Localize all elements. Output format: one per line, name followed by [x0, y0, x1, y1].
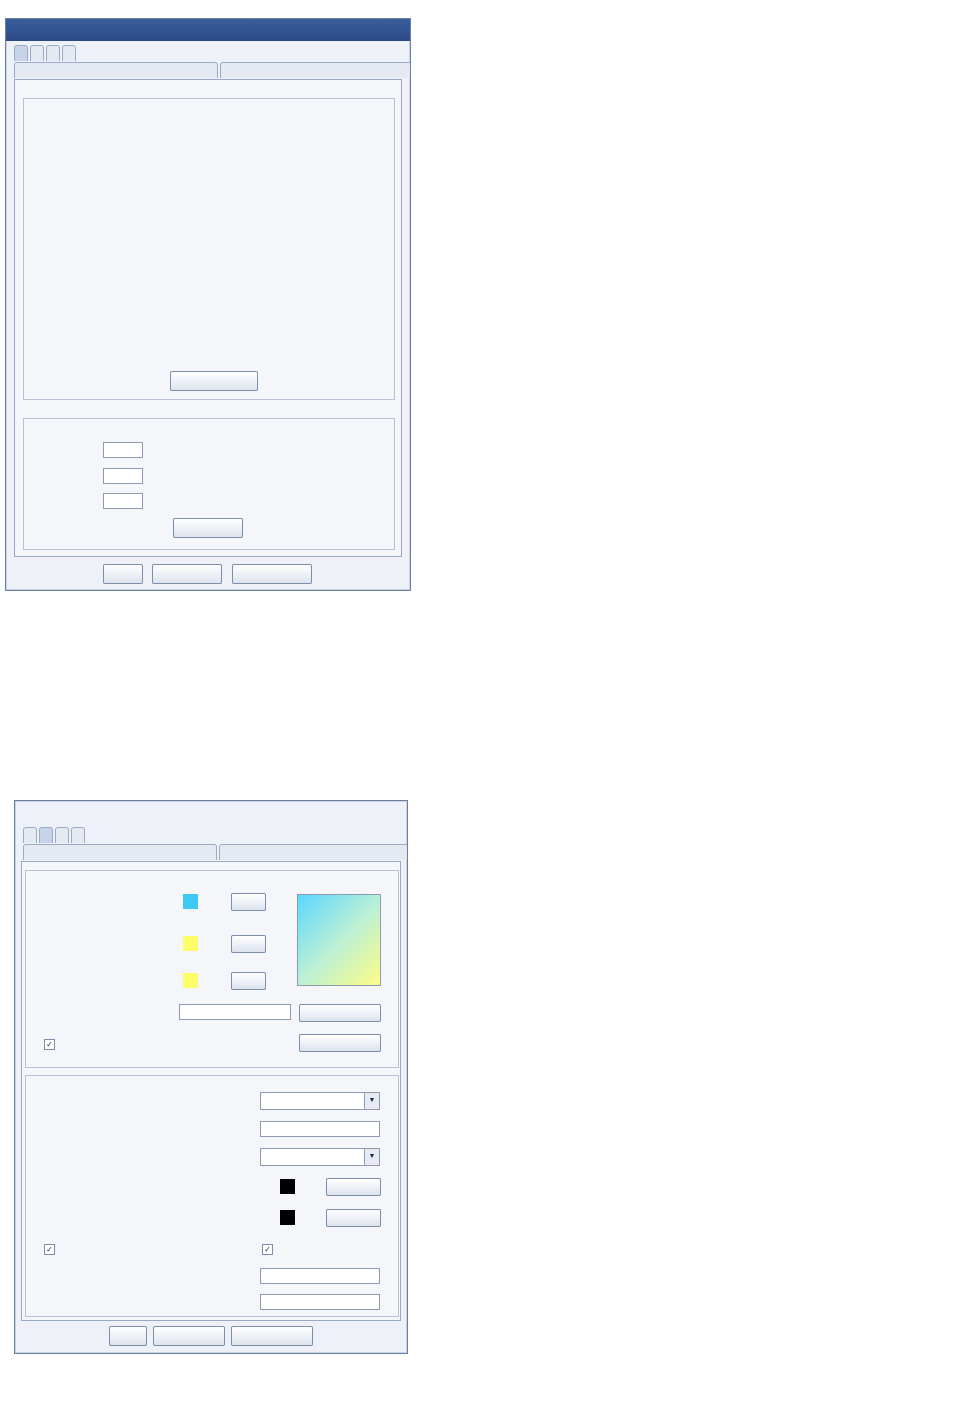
cancel-button[interactable] — [153, 1326, 225, 1346]
transfer-button[interactable] — [173, 518, 243, 538]
ok-button[interactable] — [103, 564, 143, 584]
tab-wetterhistorie[interactable] — [30, 45, 44, 61]
status-group — [23, 98, 395, 400]
interface-status-window — [5, 18, 411, 591]
tab-interfacestatus[interactable] — [14, 45, 28, 61]
tab-row-2 — [23, 844, 408, 860]
tab-content-panel — [21, 861, 401, 1321]
bg1-more-button[interactable] — [231, 893, 266, 911]
cancel-button[interactable] — [152, 564, 222, 584]
bgchart-more-button[interactable] — [231, 972, 266, 990]
interval-field[interactable] — [103, 442, 143, 458]
unit-combo[interactable] — [260, 1148, 380, 1166]
tab-row-1 — [23, 827, 85, 843]
delete-image-button[interactable] — [299, 1034, 381, 1052]
tab-allgemein[interactable] — [71, 827, 85, 843]
tab-row-1 — [14, 45, 76, 61]
tab-sensoren[interactable] — [220, 62, 411, 78]
window-title — [6, 19, 410, 41]
bgimage-field[interactable] — [179, 1004, 291, 1020]
tab-datenbank[interactable] — [46, 45, 60, 61]
bg1-swatch — [183, 894, 198, 909]
height-field[interactable] — [103, 468, 143, 484]
tab-datenbank[interactable] — [55, 827, 69, 843]
chevron-down-icon: ▼ — [364, 1093, 379, 1109]
font-color-more-button[interactable] — [326, 1178, 381, 1196]
bg2-more-button[interactable] — [231, 935, 266, 953]
show-zero-checkbox[interactable] — [262, 1243, 276, 1255]
chevron-down-icon: ▼ — [364, 1149, 379, 1165]
apply-button[interactable] — [231, 1326, 313, 1346]
ok-button[interactable] — [109, 1326, 147, 1346]
tab-content-panel — [14, 79, 402, 557]
upper-bound-field[interactable] — [260, 1294, 380, 1310]
weather-history-window — [14, 800, 408, 1354]
checkbox-box: ✓ — [44, 1039, 55, 1050]
rain-gauge-field[interactable] — [103, 493, 143, 509]
tab-allgemein[interactable] — [62, 45, 76, 61]
axis-select-combo[interactable] — [260, 1092, 380, 1110]
axis-color-more-button[interactable] — [326, 1209, 381, 1227]
tab-wetterhistorie[interactable] — [39, 827, 53, 843]
preview-gradient — [297, 894, 381, 986]
axis-color-swatch — [280, 1210, 295, 1225]
default-values-checkbox[interactable] — [44, 1243, 58, 1255]
tab-sensoren[interactable] — [219, 844, 408, 860]
lower-bound-field[interactable] — [260, 1268, 380, 1284]
font-color-swatch — [280, 1179, 295, 1194]
bgimage-more-button[interactable] — [299, 1004, 381, 1022]
update-button[interactable] — [170, 371, 258, 391]
apply-button[interactable] — [232, 564, 312, 584]
checkbox-box: ✓ — [44, 1244, 55, 1255]
axis-title-field[interactable] — [260, 1121, 380, 1137]
tab-wetterdisplays[interactable] — [23, 844, 217, 860]
bgchart-swatch — [183, 973, 198, 988]
tab-row-2 — [14, 62, 411, 78]
bg2-swatch — [183, 936, 198, 951]
tab-interfacestatus[interactable] — [23, 827, 37, 843]
tab-wetterdisplays[interactable] — [14, 62, 218, 78]
gridlines-checkbox[interactable] — [44, 1038, 58, 1050]
checkbox-box: ✓ — [262, 1244, 273, 1255]
